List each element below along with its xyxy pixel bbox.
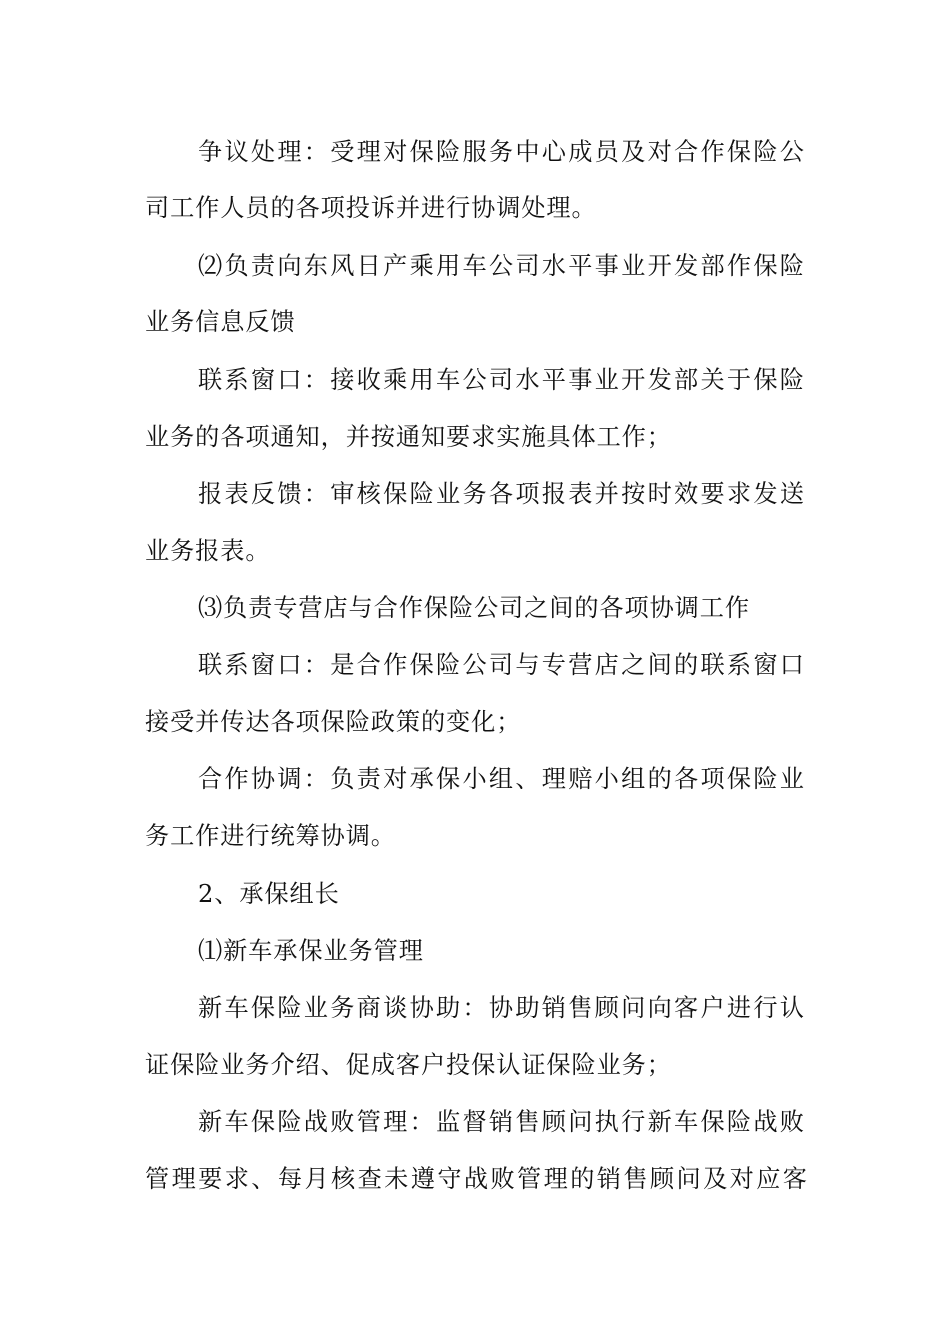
line-text: 接受并传达各项保险政策的变化； (145, 708, 522, 736)
paragraph-line (0, 302, 950, 342)
heading-text: 2、承保组长 (198, 880, 340, 908)
subsection-heading (0, 931, 950, 971)
paragraph-line (0, 1045, 950, 1085)
paragraph-line (0, 474, 950, 514)
paragraph-line (0, 988, 950, 1028)
line-text: 证保险业务介绍、促成客户投保认证保险业务； (145, 1051, 672, 1079)
line-text: 新车保险业务商谈协助：协助销售顾问向客户进行认 (198, 994, 804, 1022)
line-text: 司工作人员的各项投诉并进行协调处理。 (145, 194, 597, 222)
heading-text: ⑴新车承保业务管理 (198, 937, 424, 965)
line-text: 新车保险战败管理：监督销售顾问执行新车保险战败 (198, 1108, 804, 1136)
paragraph-line (0, 645, 950, 685)
line-text: 业务信息反馈 (145, 308, 296, 336)
line-text: ⑶负责专营店与合作保险公司之间的各项协调工作 (198, 594, 750, 622)
paragraph-line (0, 1159, 950, 1199)
line-text: 务工作进行统筹协调。 (145, 822, 396, 850)
line-text: 报表反馈：审核保险业务各项报表并按时效要求发送 (198, 480, 804, 508)
paragraph-line (0, 702, 950, 742)
paragraph-line (0, 360, 950, 400)
line-text: 联系窗口：接收乘用车公司水平事业开发部关于保险 (198, 366, 804, 394)
line-text: 联系窗口：是合作保险公司与专营店之间的联系窗口 (198, 651, 804, 679)
paragraph-line (0, 132, 950, 172)
line-text: 争议处理：受理对保险服务中心成员及对合作保险公 (198, 138, 804, 166)
paragraph-line (0, 531, 950, 571)
paragraph-line (0, 1102, 950, 1142)
line-text: 业务报表。 (145, 537, 271, 565)
line-text: 合作协调：负责对承保小组、理赔小组的各项保险业 (198, 765, 804, 793)
paragraph-line (0, 588, 950, 628)
line-text: 管理要求、每月核查未遵守战败管理的销售顾问及对应客 (145, 1165, 807, 1193)
paragraph-line (0, 759, 950, 799)
line-text: 业务的各项通知，并按通知要求实施具体工作； (145, 423, 672, 451)
paragraph-line (0, 246, 950, 286)
paragraph-line (0, 188, 950, 228)
section-heading (0, 874, 950, 914)
paragraph-line (0, 417, 950, 457)
paragraph-line (0, 816, 950, 856)
line-text: ⑵负责向东风日产乘用车公司水平事业开发部作保险 (198, 252, 804, 280)
